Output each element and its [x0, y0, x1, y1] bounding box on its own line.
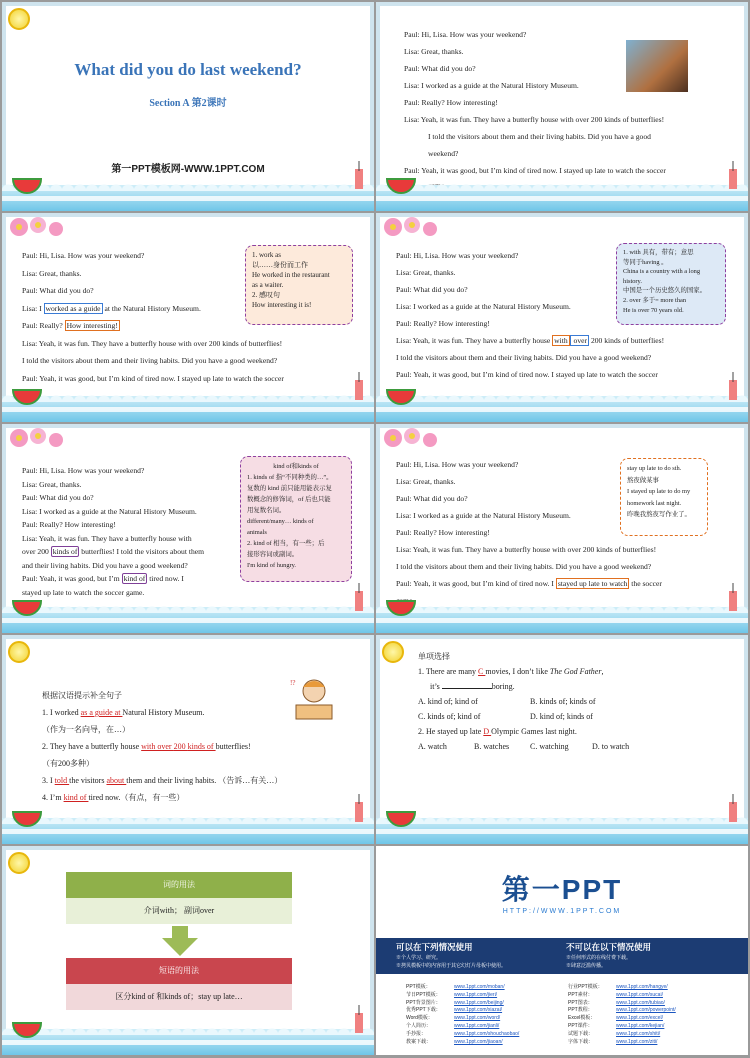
slide-9: [2, 846, 374, 1055]
dialog-line: Lisa: I worked as a guide at the Natural History Museum.: [396, 302, 571, 311]
link-row: [406, 1023, 519, 1031]
watermelon-icon: [12, 177, 42, 195]
highlight-kind-of: kind of: [123, 574, 146, 583]
link-label: 试题下载：: [568, 1030, 594, 1037]
drink-icon: [354, 583, 364, 613]
drink-icon: [354, 372, 364, 402]
page-subtitle: Section A 第2课时: [149, 98, 227, 109]
lemon-icon: [8, 852, 30, 874]
highlight-kinds-of: kinds of: [52, 547, 78, 556]
dialog-line: Paul: Yeah, it was good, but I’m kind of tired now. I stayed up late to watch the soccer: [22, 373, 284, 383]
link-url[interactable]: www.1ppt.com/jieri/: [454, 991, 498, 998]
exercise-item: 2. He stayed up late D Olympic Games last night.: [418, 727, 577, 736]
usage-forbidden-item: ※任何形式的在线付费下载。: [566, 955, 632, 961]
summary-header-2: 短语的用法: [66, 958, 292, 984]
slide-2: [376, 2, 748, 211]
dialog-line: I told the visitors about them and their living habits. Did you have a good weekend?: [396, 353, 652, 362]
wave-decoration: [2, 607, 374, 633]
link-label: PPT模板：: [406, 984, 431, 990]
link-url[interactable]: www.1ppt.com/beijing/: [454, 999, 504, 1006]
dialog-line: Paul: What did you do?: [404, 64, 476, 73]
link-label: PPT课件：: [568, 1022, 593, 1029]
links-left: [406, 984, 519, 1046]
dialog-line: Lisa: I worked as a guide at the Natural History Museum.: [404, 81, 579, 90]
svg-text:!?: !?: [290, 679, 296, 687]
student-cartoon-icon: [288, 675, 340, 723]
drink-icon: [354, 794, 364, 824]
dialog-line: Paul: What did you do?: [22, 493, 94, 502]
dialog-line: Paul: What did you do?: [396, 285, 468, 294]
watermelon-icon: [12, 388, 42, 406]
lemon-icon: [8, 641, 30, 663]
slide-10: [376, 846, 748, 1055]
exercise-heading: 根据汉语提示补全句子: [42, 691, 122, 700]
summary-body-2: 区分kind of 和kinds of；stay up late…: [66, 984, 292, 1010]
link-url[interactable]: www.1ppt.com/jianli/: [454, 1022, 500, 1029]
watermelon-icon: [386, 599, 416, 617]
dialog-line: Lisa: I worked as a guide at the Natural History Museum.: [396, 511, 571, 520]
lemon-icon: [8, 8, 30, 30]
highlight-over: over: [571, 336, 588, 345]
watermelon-icon: [386, 388, 416, 406]
link-url[interactable]: www.1ppt.com/ziti/: [616, 1038, 658, 1045]
dialog-line: I told the visitors about them and their living habits. Did you have a good: [428, 132, 651, 141]
link-label: 行业PPT模板：: [568, 984, 603, 990]
highlight-worked-as-a-guide: worked as a guide: [45, 303, 101, 313]
summary-header-1: 词的用法: [66, 872, 292, 898]
exercise-item: 1. There are many C movies, I don’t like The God Father,: [418, 667, 604, 676]
slide-3: [2, 213, 374, 422]
dialog-line: Lisa: I worked as a guide at the Natural History Museum.: [22, 506, 197, 516]
dialog-line: Paul: Hi, Lisa. How was your weekend?: [396, 251, 519, 260]
dialog-line: Paul: Yeah, it was good, but I’m kind of tired now. I stayed up late to watch the soccer: [396, 579, 662, 588]
link-url[interactable]: www.1ppt.com/moban/: [454, 984, 505, 990]
watermelon-icon: [386, 810, 416, 828]
dialog-line: Lisa: Yeah, it was fun. They have a butterfly house with over 200 kinds of butterflies!: [396, 545, 657, 554]
dialog-line: Lisa: Yeah, it was fun. They have a butterfly house with over 200 kinds of butterflies!: [396, 336, 665, 345]
link-row: [568, 1023, 676, 1031]
option-row: A. watch B. watches C. watching D. to watch: [418, 742, 630, 751]
note-box: stay up late to do sth. 熬夜做某事 I stayed up late to do my homework last night. 昨晚我熬夜写作业了。: [620, 458, 708, 536]
drink-icon: [354, 1005, 364, 1035]
logo-url: HTTP://WWW.1PPT.COM: [502, 908, 622, 915]
link-url[interactable]: www.1ppt.com/powerpoint/: [616, 1007, 676, 1014]
highlight-stayed-up-late: stayed up late to watch: [557, 579, 628, 588]
link-row: [406, 992, 519, 1000]
link-label: 优秀PPT下载：: [406, 1007, 441, 1014]
lemon-icon: [382, 641, 404, 663]
dialog-line: Paul: Yeah, it was good, but I’m kind of tired now. I: [22, 574, 184, 583]
dialog-line: Lisa: Yeah, it was fun. They have a butterfly house with over 200 kinds of butterflies!: [22, 338, 283, 348]
links-right: [568, 984, 676, 1046]
dialog-text: [22, 464, 204, 599]
dialog-line: Lisa: Great, thanks.: [22, 479, 82, 489]
drink-icon: [728, 161, 738, 191]
link-row: [568, 992, 676, 1000]
watermelon-icon: [12, 599, 42, 617]
slide-1: [2, 2, 374, 211]
exercise-item: it’s boring.: [430, 682, 515, 691]
dialog-line: Paul: What did you do?: [396, 494, 468, 503]
logo-text: 第一PPT: [501, 874, 623, 905]
dialog-line: stayed up late to watch the soccer game.: [22, 587, 145, 597]
link-row: [568, 1015, 676, 1023]
watermelon-icon: [12, 810, 42, 828]
link-row: [406, 1031, 519, 1039]
usage-allowed-item: ※个人学习、研究。: [396, 955, 442, 961]
dialog-line: Paul: Hi, Lisa. How was your weekend?: [22, 466, 145, 475]
drink-icon: [354, 161, 364, 191]
note-box: kind of和kinds of 1. kinds of 指“不同种类的…”。 复数的 kind 前只能用能表示复 数概念的修饰词，of 后也只能 用复数名词。 different/many… kinds of animals 2. kind of 相当，有一些；后 接形容词或副词。 I'm kind of hungry.: [240, 456, 352, 582]
link-url[interactable]: www.1ppt.com/tubiao/: [616, 999, 665, 1006]
wave-decoration: [2, 185, 374, 211]
link-row: [406, 1039, 519, 1047]
dialog-line: Paul: Hi, Lisa. How was your weekend?: [396, 460, 519, 469]
wave-decoration: [376, 396, 748, 422]
arrow-down-icon: [162, 926, 198, 956]
dialog-line: I told the visitors about them and their living habits. Did you have a good weekend?: [22, 356, 278, 365]
wave-decoration: [376, 607, 748, 633]
link-url[interactable]: www.1ppt.com/shiti/: [616, 1030, 661, 1037]
link-label: PPT素材：: [568, 991, 593, 998]
dialog-line: Lisa: Yeah, it was fun. They have a butterfly house with over 200 kinds of butterflies!: [404, 115, 665, 124]
dialog-line: Paul: Hi, Lisa. How was your weekend?: [404, 30, 527, 39]
usage-allowed-item: ※拷贝模板中的内容用于其它幻灯片母板中使用。: [396, 963, 507, 969]
exercise-hint: （有200多种）: [42, 759, 94, 768]
dialog-line: Paul: Really? How interesting!: [22, 321, 118, 330]
usage-allowed-title: 可以在下列情况使用: [396, 942, 473, 952]
watermelon-icon: [12, 1021, 42, 1039]
option-row: A. kind of; kind of B. kinds of; kinds of: [418, 697, 596, 706]
exercise-item: 4. I’m kind of tired now.（有点，有一些）: [42, 793, 185, 802]
link-label: PPT图表：: [568, 999, 593, 1006]
wave-decoration: [376, 185, 748, 211]
link-url[interactable]: www.1ppt.com/shouchaobao/: [454, 1030, 520, 1037]
slide-7: [2, 635, 374, 844]
wave-decoration: [2, 818, 374, 844]
wave-decoration: [2, 1029, 374, 1055]
drink-icon: [728, 794, 738, 824]
link-label: PPT教程：: [568, 1007, 593, 1014]
dialog-text: [404, 26, 666, 194]
note-box: 1. work as 以……身份而工作 He worked in the restaurant as a waiter. 2. 感叹句 How interesting it is!: [245, 245, 353, 325]
dialog-line: Lisa: Great, thanks.: [22, 268, 82, 278]
note-box: 1. with 具有，带有；意思 等同于having 。 China is a country with a long history. 中国是一个历史悠久的国家。 2. over 多于= more than He is over 70 years old.: [616, 243, 726, 325]
usage-forbidden-item: ※肆意泛滥传播。: [566, 963, 607, 969]
dialog-line: Paul: Yeah, it was good, but I’m kind of tired now. I stayed up late to watch the soccer: [396, 370, 658, 379]
dialog-line: Paul: Hi, Lisa. How was your weekend?: [22, 251, 145, 260]
link-label: 节日PPT模板：: [406, 991, 441, 998]
option-row: C. kinds of; kind of D. kind of; kinds of: [418, 712, 593, 721]
exercise-text: [418, 649, 629, 754]
link-label: PPT背景图片：: [406, 999, 441, 1006]
link-row: [568, 1031, 676, 1039]
wave-decoration: [376, 818, 748, 844]
link-url[interactable]: www.1ppt.com/word/: [454, 1015, 501, 1022]
link-label: 手抄报：: [406, 1030, 427, 1037]
link-row: [406, 984, 519, 992]
brand-text: 第一PPT模板网-WWW.1PPT.COM: [111, 164, 265, 175]
link-url[interactable]: www.1ppt.com/hangye/: [616, 984, 668, 990]
highlight-how-interesting: How interesting!: [66, 321, 118, 330]
page-title: What did you do last weekend?: [74, 60, 302, 79]
drink-icon: [728, 372, 738, 402]
dialog-line: Lisa: Great, thanks.: [404, 47, 464, 56]
wave-decoration: [2, 396, 374, 422]
dialog-line: Lisa: Great, thanks.: [396, 477, 456, 486]
link-url[interactable]: www.1ppt.com/jiaoan/: [454, 1038, 503, 1045]
slide-8: [376, 635, 748, 844]
dialog-line: Lisa: Great, thanks.: [396, 268, 456, 277]
drink-icon: [728, 583, 738, 613]
slide-4: [376, 213, 748, 422]
dialog-line: Paul: Yeah, it was good, but I’m kind of tired now. I stayed up late to watch the soccer: [404, 166, 666, 175]
slide-5: [2, 424, 374, 633]
highlight-with: with: [554, 336, 568, 345]
link-label: Excel模板：: [568, 1015, 596, 1022]
link-row: [568, 1039, 676, 1047]
link-url[interactable]: www.1ppt.com/xiazai/: [454, 1007, 503, 1014]
dialog-line: over 200 kinds of butterflies! I told the visitors about them: [22, 547, 205, 556]
exercise-hint: （作为一名向导，在…）: [42, 725, 130, 734]
flower-icon: [4, 426, 74, 464]
link-url[interactable]: www.1ppt.com/excel/: [616, 1015, 663, 1022]
exercise-text: [42, 687, 282, 806]
watermelon-icon: [386, 177, 416, 195]
usage-banner: [376, 938, 748, 974]
exercise-item: 2. They have a butterfly house with over 200 kinds of butterflies!: [42, 742, 251, 751]
link-url[interactable]: www.1ppt.com/sucai/: [616, 991, 663, 998]
exercise-item: 1. I worked as a guide at Natural History Museum.: [42, 708, 205, 717]
dialog-line: weekend?: [428, 149, 459, 158]
dialog-line: Paul: Really? How interesting!: [396, 319, 490, 328]
link-label: 教案下载：: [406, 1038, 432, 1045]
link-label: 字体下载：: [568, 1038, 594, 1045]
link-label: Word模板：: [406, 1015, 433, 1022]
link-url[interactable]: www.1ppt.com/kejian/: [616, 1022, 665, 1029]
dialog-line: Lisa: Yeah, it was fun. They have a butterfly house with: [22, 533, 192, 543]
dialog-line: Paul: Really? How interesting!: [404, 98, 498, 107]
exercise-item: 3. I told the visitors about them and their living habits. （告诉…有关…）: [42, 776, 283, 785]
usage-forbidden-title: 不可以在以下情况使用: [566, 942, 652, 952]
summary-body-1: 介词with； 副词over: [66, 898, 292, 924]
slide-6: [376, 424, 748, 633]
dialog-line: Paul: Really? How interesting!: [396, 528, 490, 537]
dialog-line: Paul: What did you do?: [22, 286, 94, 295]
dialog-line: and their living habits. Did you have a good weekend?: [22, 560, 188, 570]
dialog-line: I told the visitors about them and their living habits. Did you have a good weekend?: [396, 562, 652, 571]
dialog-line: Paul: Really? How interesting!: [22, 520, 116, 529]
link-label: 个人简历：: [406, 1022, 432, 1029]
exercise-heading: 单项选择: [418, 652, 450, 661]
link-row: [406, 1015, 519, 1023]
dialog-line: Lisa: I worked as a guide at the Natural History Museum.: [22, 303, 201, 313]
link-row: [568, 984, 676, 992]
